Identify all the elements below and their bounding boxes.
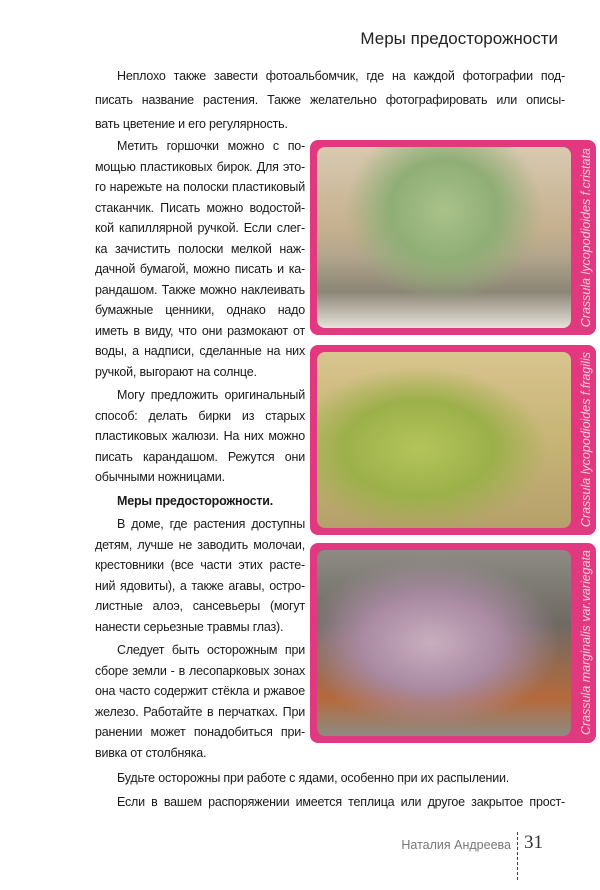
paragraph-poisons [95,766,565,790]
section-heading-precautions [95,491,305,512]
text-line: ний ядовиты), а также агавы, остро- [95,578,305,593]
text-line: Если в вашем распоряжении имеется теплица или другое закрытое прост- [117,795,565,809]
photo-crassula-cristata [310,140,596,335]
plant-photo [317,352,571,528]
text-line: Следует быть осторожным при [117,643,305,657]
running-header: Меры предосторожности [360,29,558,48]
wide-top [95,64,565,136]
page-footer [0,832,600,890]
text-line: крестовники (все части этих расте- [95,558,305,572]
text-line: сборе земли - в лесопарковых зонах [95,663,305,678]
text-line: го нарежьте на полоски пластиковый [95,180,305,194]
text-line: способ: делать бирки из старых [95,408,305,423]
text-line: бумажные ценники, однако надо [95,303,305,317]
text-line: мощью пластиковых бирок. Для это- [95,159,305,174]
text-line: Будьте осторожны при работе с ядами, особенно при их распылении. [117,771,510,785]
photo-crassula-fragilis [310,345,596,535]
plant-photo [317,550,571,736]
text-line: пластиковых жалюзи. На них можно [95,429,305,443]
photo-crassula-marginalis [310,543,596,743]
text-line: В доме, где растения доступны [117,517,305,531]
plant-photo [317,147,571,328]
paragraph-labels [95,136,305,382]
paragraph-poisonous-plants [95,514,305,637]
text-line: ручкой, выгорают на солнце. [95,364,257,379]
text-line: обычными ножницами. [95,470,225,484]
page-number: 31 [524,832,543,853]
photo-caption: Crassula marginalis var.variegata [579,549,593,735]
text-line: кой капиллярной ручкой. Если слег- [95,221,305,235]
footer-divider [517,832,518,880]
text-line: воды, а надписи, сделанные на них [95,344,305,358]
photo-caption: Crassula lycopodioides f.cristata [579,147,593,327]
text-line: рандашом. Также можно наклеивать [95,282,305,297]
text-line: вивка от столбняка. [95,745,207,760]
text-line: Неплохо также завести фотоальбомчик, где на каждой фотографии под- [117,69,565,83]
text-line: писать карандашом. Режутся они [95,449,305,464]
text-line: Могу предложить оригинальный [117,388,305,402]
paragraph-greenhouse [95,790,565,814]
text-line: железо. Работайте в перчатках. При [95,704,305,719]
paragraph-blinds [95,385,305,488]
wide-bottom [95,766,565,814]
text-line: дачной бумагой, можно писать и ка- [95,262,305,276]
narrow-column [95,136,305,763]
text-line: нанести серьезные травмы глаз). [95,619,284,634]
footer-author: Наталия Андреева [401,838,511,852]
text-line: писать название растения. Также желательно фотографировать или описы- [95,93,565,107]
paragraph-soil [95,640,305,763]
text-line: она часто содержит стёкла и ржавое [95,684,305,698]
text-line: иметь в виду, что они размокают от [95,323,305,338]
text-line: детям, лучше не заводить молочаи, [95,537,305,552]
text-line: листные алоэ, сансевьеры (могут [95,599,305,613]
text-line: ранении может понадобиться при- [95,725,305,739]
section-heading: Меры предосторожности. [117,493,274,508]
text-line: стаканчик. Писать можно водостой- [95,200,305,215]
photo-caption: Crassula lycopodioides f.fragilis [579,351,593,527]
paragraph-photo-album [95,64,565,136]
text-line: вать цветение и его регулярность. [95,117,288,131]
text-line: Метить горшочки можно с по- [117,139,305,153]
text-line: ка зачистить полоски мелкой наж- [95,241,305,256]
